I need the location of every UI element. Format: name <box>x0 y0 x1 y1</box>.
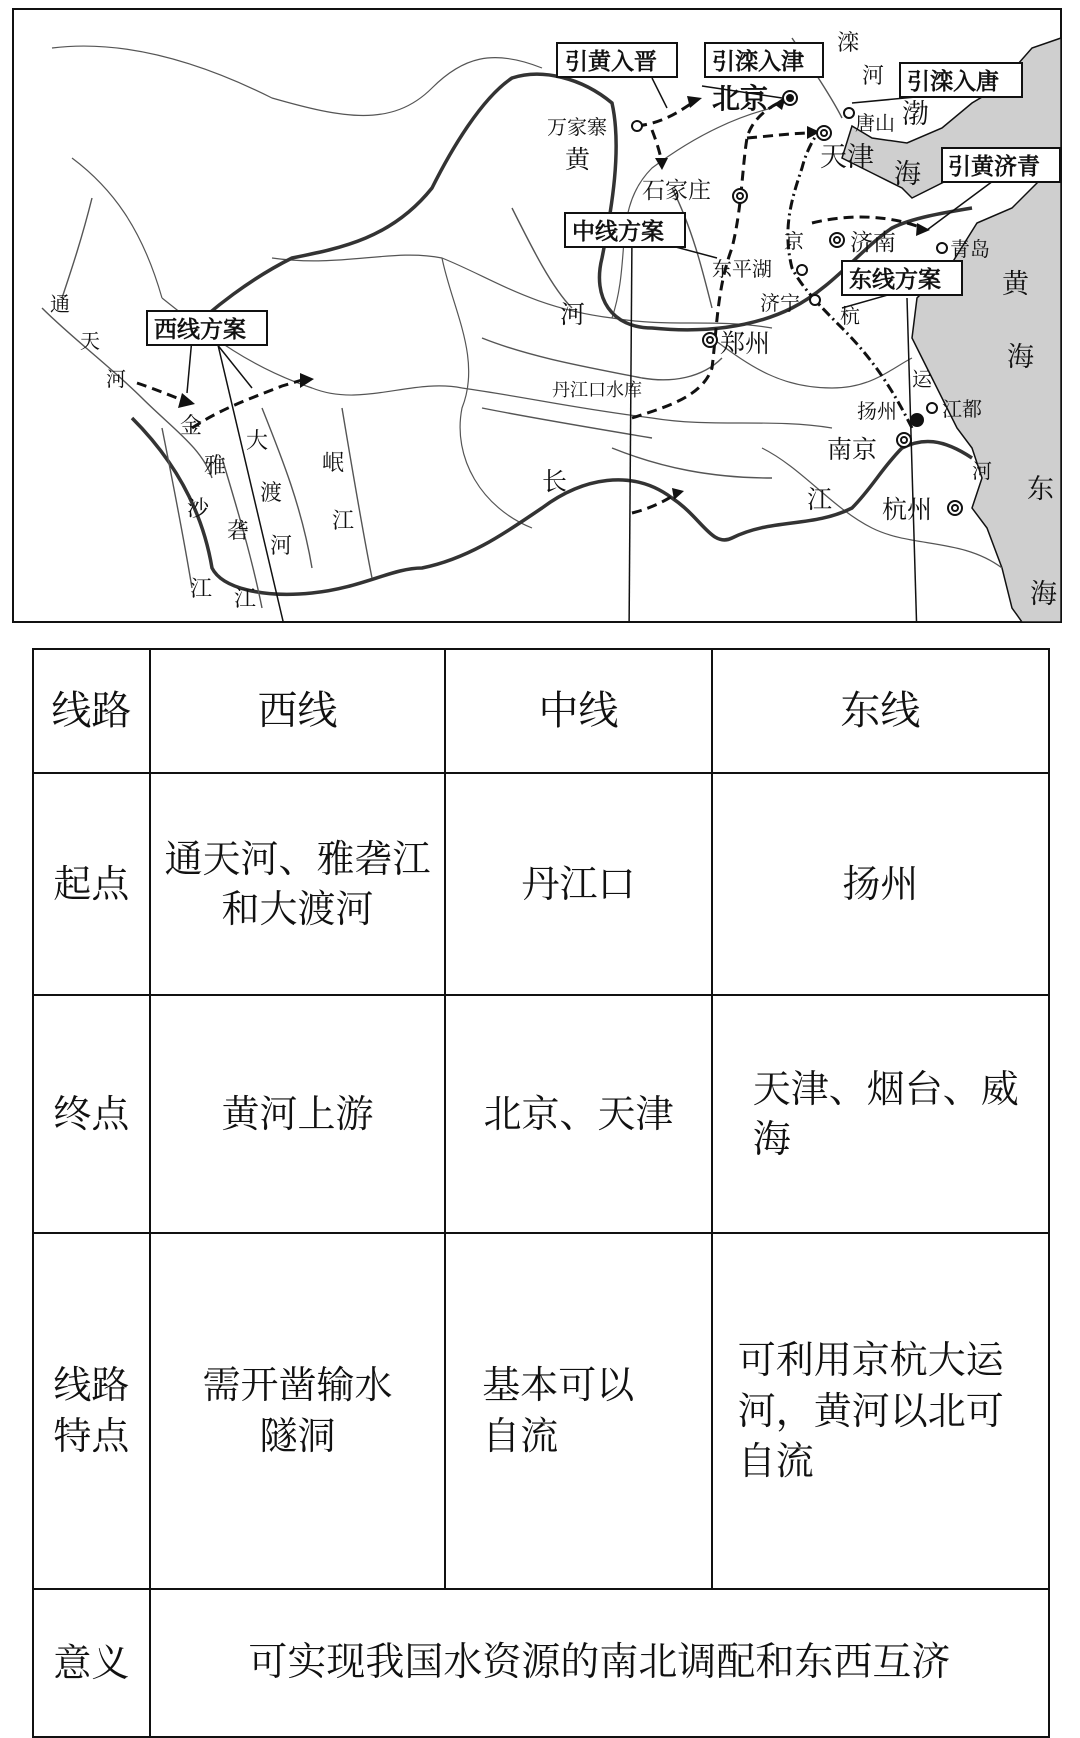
city-tangshan: 唐山 <box>855 111 895 135</box>
label-bohai-2: 海 <box>894 159 921 190</box>
row-label-start: 起点 <box>33 773 150 995</box>
label-jinsha-2: 沙 <box>187 497 210 522</box>
city-hangzhou: 杭州 <box>882 495 933 524</box>
label-luan-to-tangshan: 引滦入唐 <box>907 69 999 95</box>
label-chang-1: 长 <box>542 467 568 496</box>
label-luan-river-1: 滦 <box>837 31 860 56</box>
label-huanghe-2: 河 <box>560 300 586 329</box>
cell-end-west: 黄河上游 <box>150 995 445 1232</box>
label-yellow-to-qingdao: 引黄济青 <box>948 154 1040 180</box>
label-dadu-3: 河 <box>270 534 293 559</box>
label-yalong-3: 江 <box>234 587 257 612</box>
cell-features-middle: 基本可以自流 <box>445 1233 711 1589</box>
cell-start-east: 扬州 <box>712 773 1049 995</box>
label-jinsha-3: 江 <box>190 577 213 602</box>
label-yalong-1: 雅 <box>204 454 227 479</box>
cell-end-middle: 北京、天津 <box>445 995 711 1232</box>
label-east-sea-1: 东 <box>1027 474 1054 505</box>
label-yellow-sea-2: 海 <box>1007 342 1034 373</box>
label-east-route: 东线方案 <box>849 267 941 293</box>
label-middle-route: 中线方案 <box>572 219 664 245</box>
label-luan-river-2: 河 <box>862 64 885 89</box>
table-row <box>33 1589 1049 1737</box>
label-dadu-1: 大 <box>246 429 269 454</box>
label-canal-yun: 运 <box>912 367 932 391</box>
city-yangzhou: 扬州 <box>857 399 897 423</box>
label-dadu-2: 渡 <box>260 481 283 506</box>
label-canal-jing: 京 <box>784 229 804 253</box>
cell-significance: 可实现我国水资源的南北调配和东西互济 <box>150 1589 1049 1737</box>
label-luan-to-tianjin: 引滦入津 <box>712 49 804 75</box>
table-header-row <box>33 649 1049 773</box>
table-row <box>33 995 1049 1232</box>
south-north-water-diversion-map <box>12 8 1062 623</box>
cell-start-west: 通天河、雅砻江和大渡河 <box>150 773 445 995</box>
table-row <box>33 1233 1049 1589</box>
label-yellow-to-shanxi: 引黄入晋 <box>565 49 657 75</box>
table-row <box>33 773 1049 995</box>
header-east: 东线 <box>712 649 1049 773</box>
city-qingdao: 青岛 <box>950 237 990 261</box>
cell-features-west: 需开凿输水隧洞 <box>150 1233 445 1589</box>
label-tongtian-3: 河 <box>106 367 126 391</box>
header-route: 线路 <box>33 649 150 773</box>
label-tongtian-2: 天 <box>80 329 100 353</box>
label-bohai-1: 渤 <box>902 99 929 130</box>
label-jinsha-1: 金 <box>180 414 203 439</box>
city-jinan: 济南 <box>850 230 896 256</box>
header-west: 西线 <box>150 649 445 773</box>
city-wanjiazhai: 万家寨 <box>547 115 607 139</box>
city-dongpinghu: 东平湖 <box>712 257 772 281</box>
label-chang-2: 江 <box>807 485 833 514</box>
label-min-2: 江 <box>332 509 355 534</box>
row-label-end: 终点 <box>33 995 150 1232</box>
label-canal-he: 河 <box>972 459 992 483</box>
label-west-route: 西线方案 <box>154 317 246 343</box>
row-label-features: 线路特点 <box>33 1233 150 1589</box>
label-yellow-sea-1: 黄 <box>1002 269 1029 300</box>
row-label-significance: 意义 <box>33 1589 150 1737</box>
water-diversion-table <box>32 648 1050 1738</box>
city-jining: 济宁 <box>760 291 800 315</box>
label-east-sea-2: 海 <box>1030 579 1057 610</box>
cell-features-east: 可利用京杭大运河，黄河以北可自流 <box>712 1233 1049 1589</box>
label-huanghe-1: 黄 <box>565 145 591 174</box>
city-shijiazhuang: 石家庄 <box>642 178 711 204</box>
label-yalong-2: 砻 <box>227 519 250 544</box>
city-nanjing: 南京 <box>827 435 878 464</box>
city-tianjin: 天津 <box>820 142 874 173</box>
city-danjiangkou: 丹江口水库 <box>552 380 642 401</box>
city-beijing: 北京 <box>712 82 769 115</box>
cell-end-east: 天津、烟台、威海 <box>712 995 1049 1232</box>
city-jiangdu: 江都 <box>942 397 982 421</box>
label-tongtian-1: 通 <box>50 292 70 316</box>
label-canal-hang: 杭 <box>840 304 860 328</box>
city-zhengzhou: 郑州 <box>720 329 771 358</box>
header-middle: 中线 <box>445 649 711 773</box>
cell-start-middle: 丹江口 <box>445 773 711 995</box>
label-min-1: 岷 <box>322 451 345 476</box>
